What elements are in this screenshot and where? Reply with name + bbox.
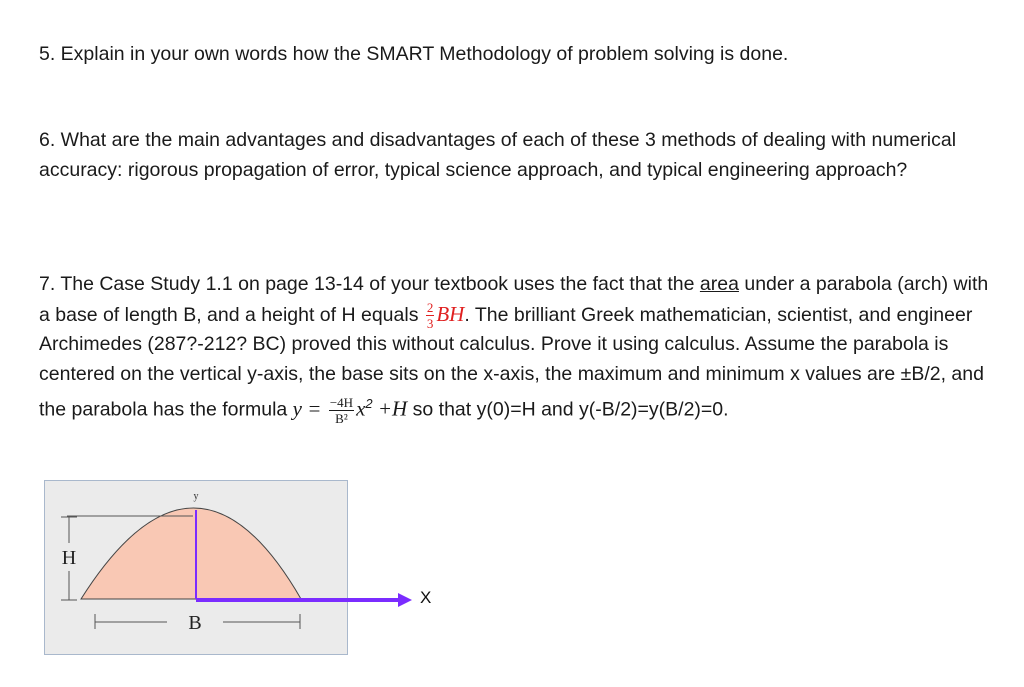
parabola-figure bbox=[44, 480, 348, 655]
parabola-diagram bbox=[45, 481, 347, 654]
area-word: area bbox=[699, 273, 739, 295]
question-7 bbox=[39, 270, 989, 425]
q7-text-3: . The brilliant Greek mathematician, scientist, and engineer Archimedes (287?-212? BC) proved this without calculus. Prove it using calculus. Assume the parabola is centered on the vertical y-axis, the base sits on the x-axis, the maximum and minimum x values are ±B/2, and the parabola has the formula bbox=[39, 303, 984, 421]
q7-text-2: under a parabola (arch) with a base of length B, and a height of H equals bbox=[39, 273, 989, 326]
formula-y: y = bbox=[292, 396, 322, 421]
formula-x: x bbox=[356, 396, 366, 421]
q7-text-1: 7. The Case Study 1.1 on page 13-14 of your textbook uses the fact that the bbox=[39, 273, 700, 295]
formula-numerator: −4H bbox=[329, 394, 354, 410]
y-axis-label: y bbox=[193, 491, 199, 502]
question-5: 5. Explain in your own words how the SMART Methodology of problem solving is done. bbox=[39, 43, 789, 65]
parabola-arch bbox=[81, 508, 301, 599]
two-thirds-fraction bbox=[426, 301, 435, 330]
fraction-denominator: 3 bbox=[426, 315, 434, 331]
fraction-numerator: 2 bbox=[426, 299, 434, 315]
formula-denominator: B² bbox=[335, 410, 348, 426]
formula-fraction bbox=[329, 396, 354, 425]
formula-exponent: 2 bbox=[365, 396, 373, 411]
height-label: H bbox=[61, 547, 77, 569]
q7-text-4: so that y(0)=H and y(-B/2)=y(B/2)=0. bbox=[407, 398, 729, 421]
x-axis-arrow-extension bbox=[344, 591, 414, 609]
x-axis-label: X bbox=[420, 588, 432, 607]
formula-tail: +H bbox=[372, 396, 408, 421]
bh-term: BH bbox=[436, 301, 465, 326]
question-6: 6. What are the main advantages and disadvantages of each of these 3 methods of dealing with numerical accuracy: rigorous propagation of error, typical science approach, and typical engineering approach? bbox=[39, 129, 957, 181]
base-label: B bbox=[188, 612, 202, 634]
